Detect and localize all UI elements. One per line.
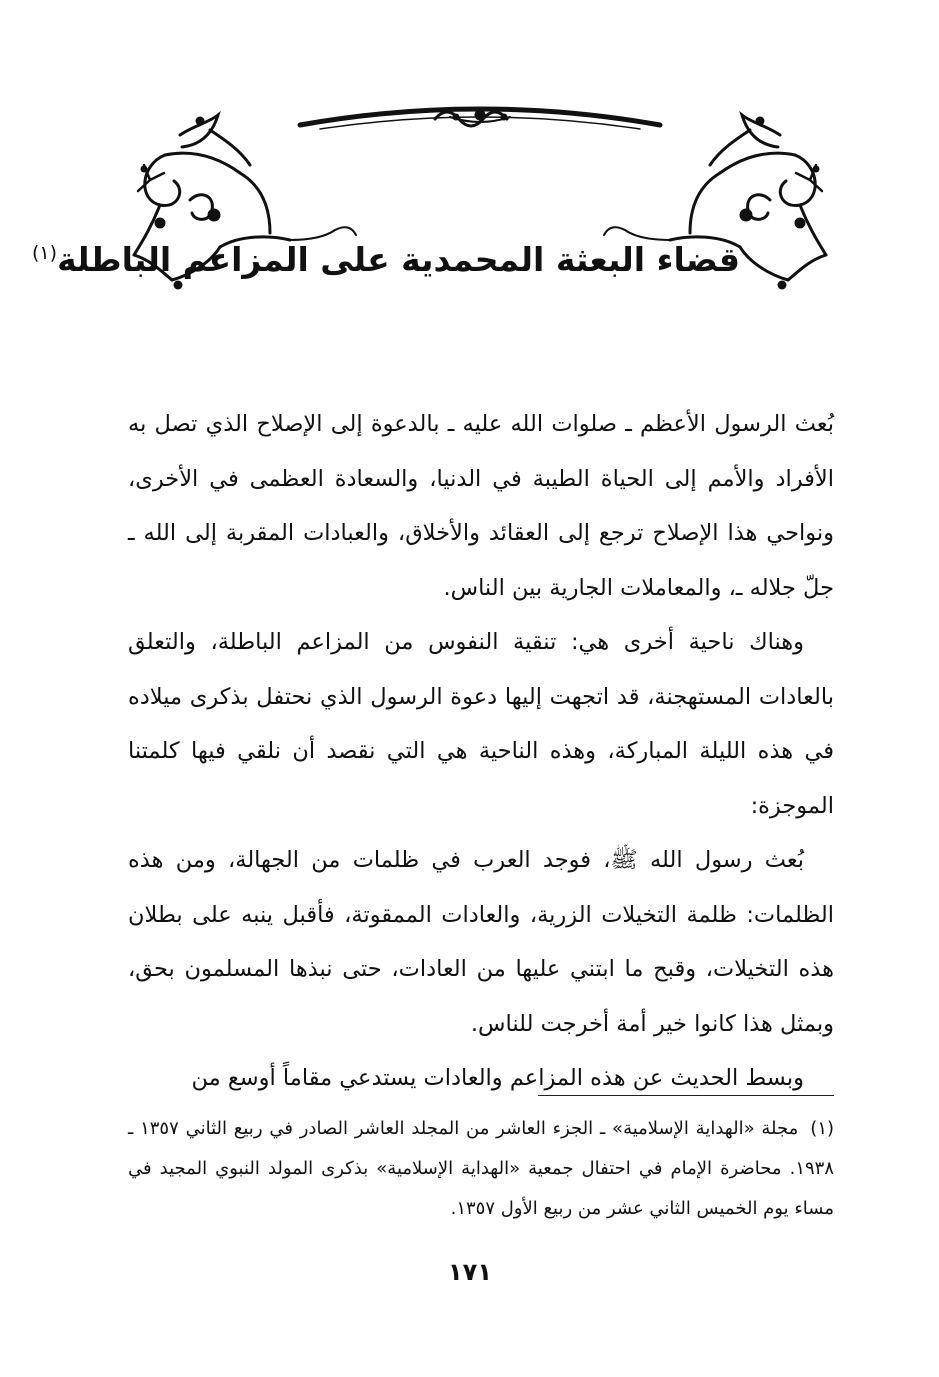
paragraph: وهناك ناحية أخرى هي: تنقية النفوس من المزاعم الباطلة، والتعلق بالعادات المستهجنة، قد اتجهت إليها دعوة الرسول الذي نحتفل بذكرى ميلاده في هذه الليلة المباركة، وهذه الناحية هي التي نقصد أن نلقي فيها كلمتنا الموجزة: <box>128 629 834 819</box>
footnote <box>128 1109 834 1229</box>
paragraph: بُعث رسول الله ﷺ، فوجد العرب في ظلمات من الجهالة، ومن هذه الظلمات: ظلمة التخيلات الزرية، والعادات الممقوتة، فأقبل ينبه على بطلان هذه التخيلات، وقبح ما ابتني عليها من العادات، حتى نبذها المسلمون بحق، وبمثل هذا كانوا خير أمة أخرجت للناس. <box>128 847 834 1037</box>
body-text <box>128 397 834 1106</box>
chapter-title <box>32 228 740 285</box>
footnote-text: مجلة «الهداية الإسلامية» ـ الجزء العاشر من المجلد العاشر الصادر في ربيع الثاني ١٣٥٧ ـ ١٩٣٨. محاضرة الإمام في احتفال جمعية «الهداية الإسلامية» بذكرى المولد النبوي المجيد في مساء يوم الخميس الثاني عشر من ربيع الأول ١٣٥٧. <box>128 1118 834 1219</box>
chapter-title-text: قضاء البعثة المحمدية على المزاعم الباطلة <box>57 240 740 279</box>
page-number: ١٧١ <box>448 1258 492 1286</box>
footnote-marker: (١) <box>810 1118 835 1139</box>
paragraph: بُعث الرسول الأعظم ـ صلوات الله عليه ـ بالدعوة إلى الإصلاح الذي تصل به الأفراد والأمم إلى الحياة الطيبة في الدنيا، والسعادة العظمى في الأخرى، ونواحي هذا الإصلاح ترجع إلى العقائد والأخلاق، والعبادات المقربة إلى الله ـ جلّ جلاله ـ، والمعاملات الجارية بين الناس. <box>128 411 834 601</box>
title-footnote-ref: (١) <box>32 242 58 264</box>
footnote-separator <box>538 1095 834 1096</box>
paragraph: وبسط الحديث عن هذه المزاعم والعادات يستدعي مقاماً أوسع من <box>191 1065 804 1091</box>
